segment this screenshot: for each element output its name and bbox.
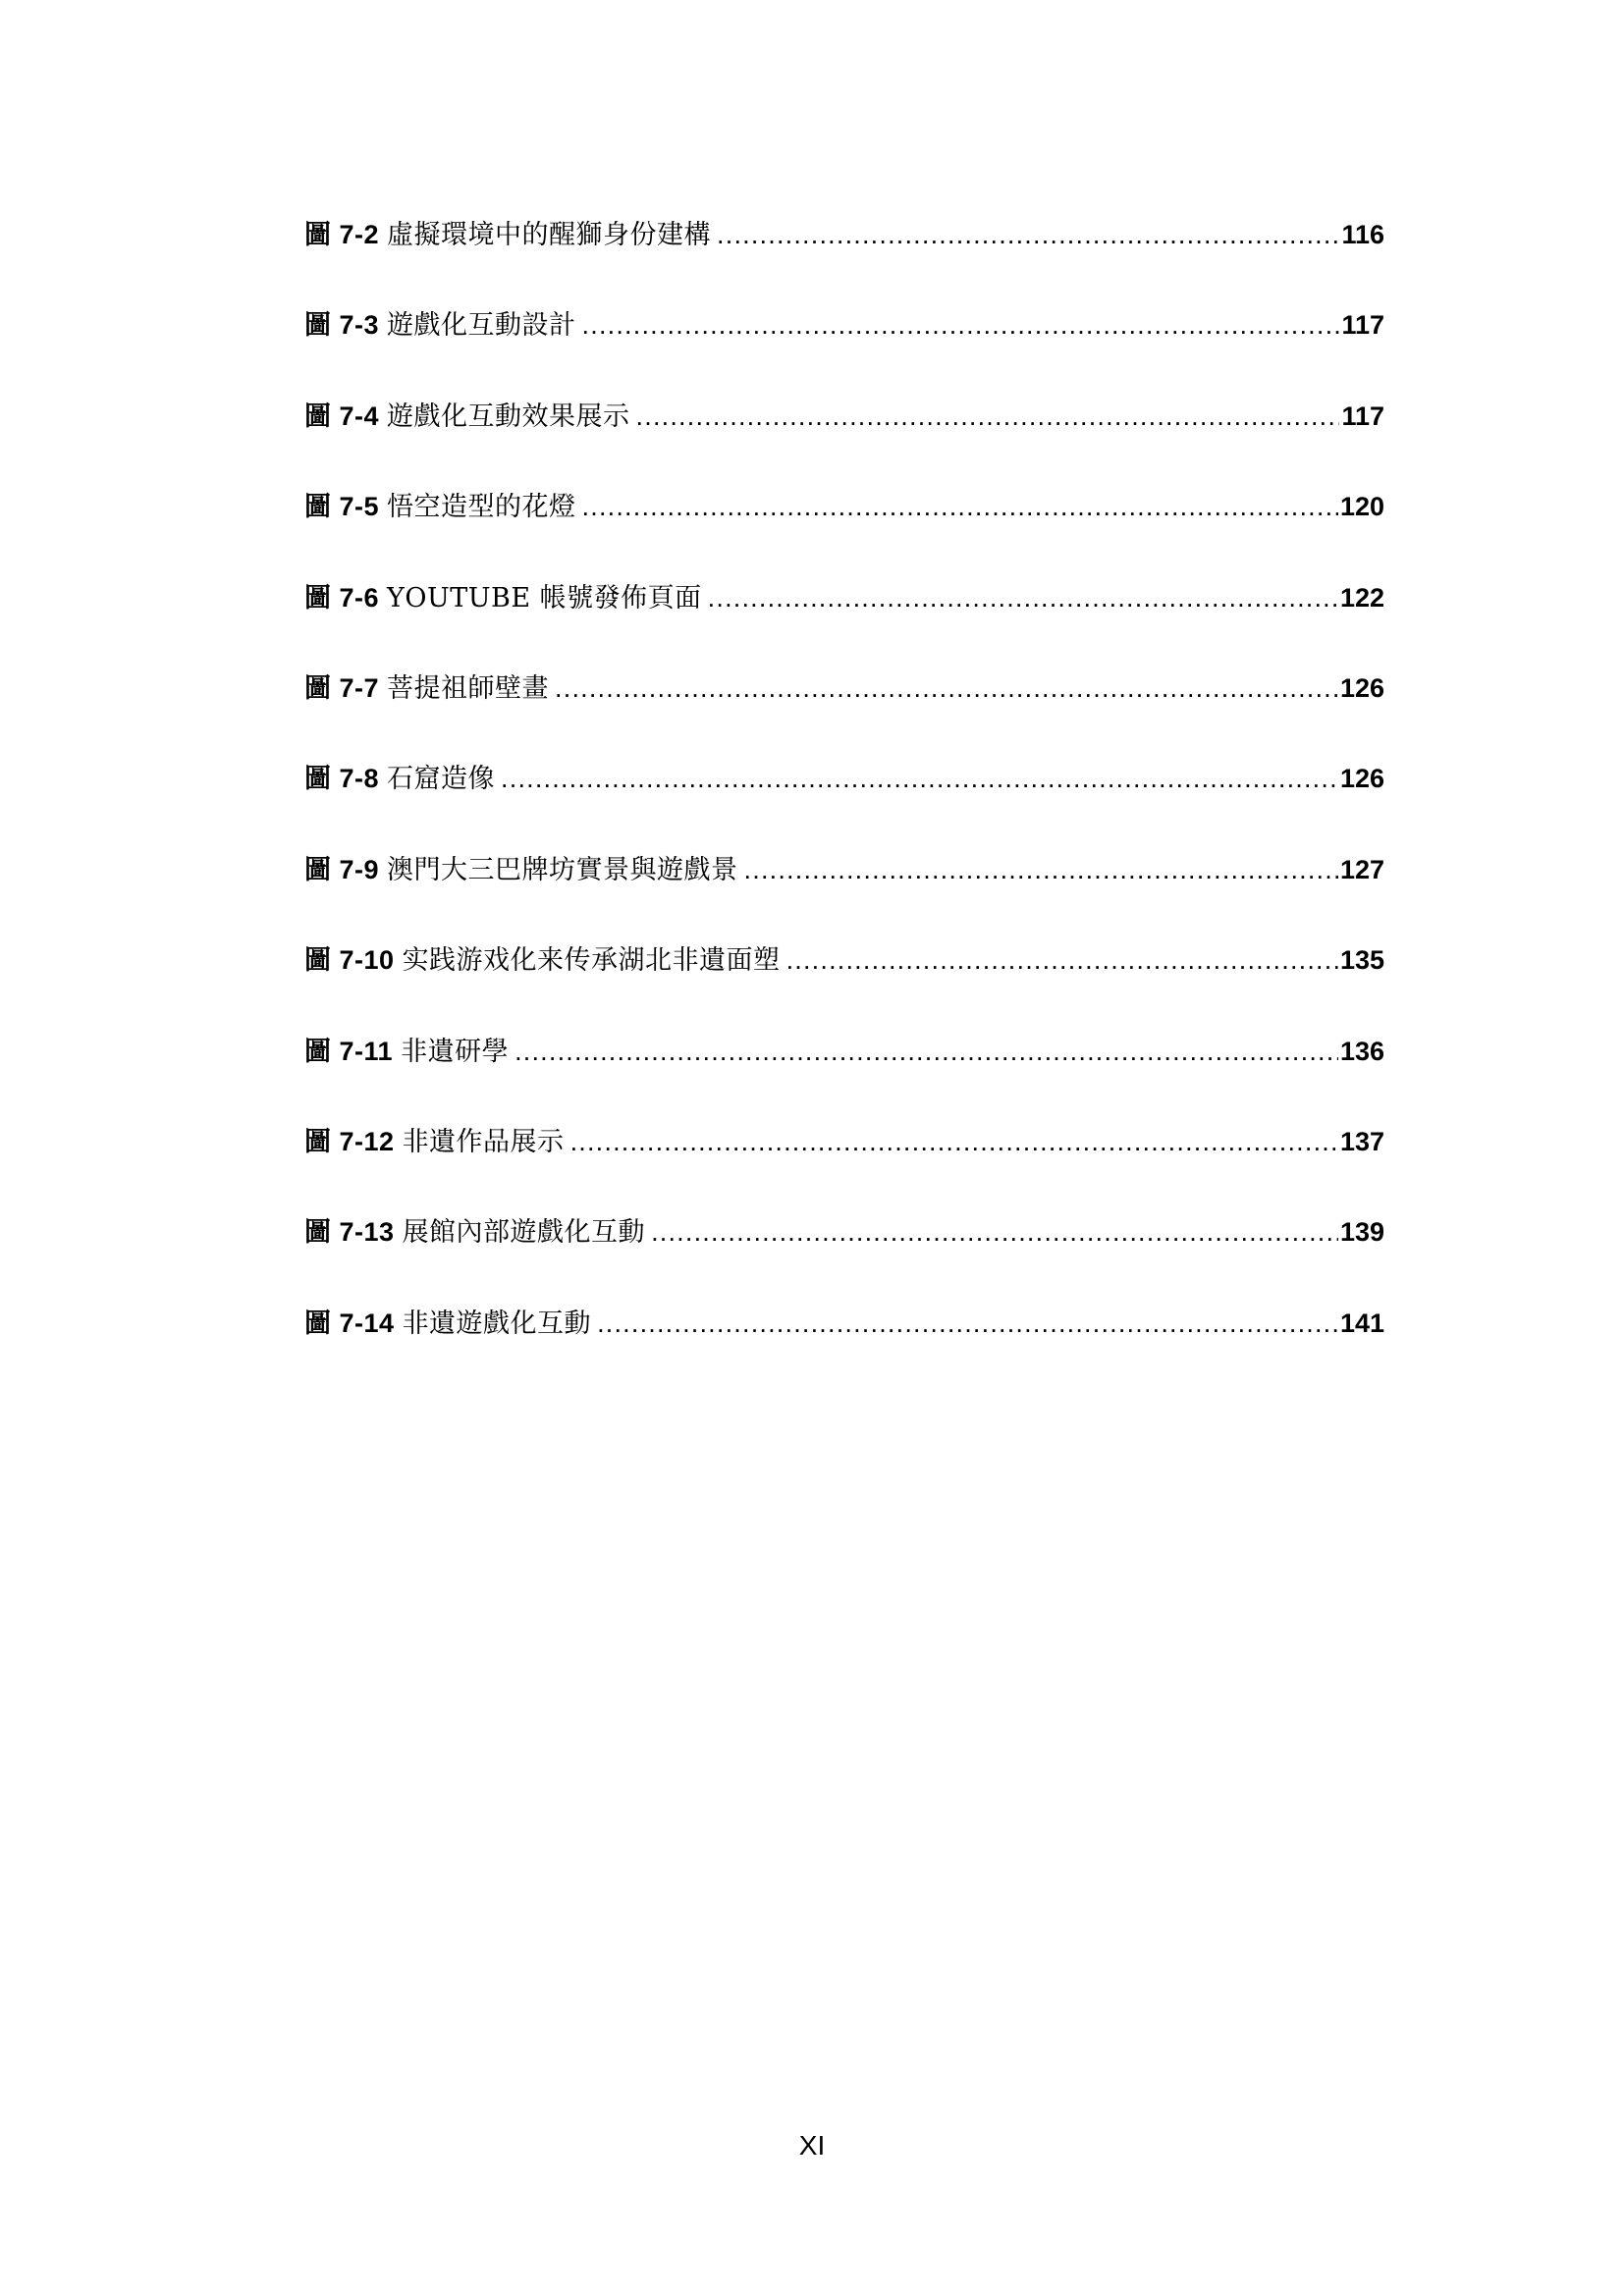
entry-label	[304, 847, 738, 893]
table-of-figures	[304, 212, 1384, 1391]
dot-leader	[651, 1209, 1338, 1255]
figure-number: 圖 7-14	[304, 1308, 395, 1338]
dot-leader	[501, 756, 1338, 801]
entry-label	[304, 1119, 565, 1165]
dot-leader	[570, 1119, 1338, 1164]
toc-entry[interactable]	[304, 575, 1384, 666]
page-ref: 136	[1339, 1036, 1384, 1066]
entry-label	[304, 1029, 509, 1075]
figure-number: 圖 7-6	[304, 582, 380, 613]
figure-title: 非遺作品展示	[402, 1126, 565, 1157]
figure-title: YOUTUBE 帳號發佈頁面	[387, 582, 702, 614]
toc-entry[interactable]	[304, 1029, 1384, 1119]
figure-title: 遊戲化互動設計	[387, 310, 576, 342]
figure-title: 虛擬環境中的醒獅身份建構	[387, 220, 712, 250]
entry-label	[304, 212, 711, 258]
toc-entry[interactable]	[304, 847, 1384, 937]
figure-number: 圖 7-5	[304, 492, 380, 522]
entry-label	[304, 575, 702, 621]
page-ref: 139	[1339, 1217, 1384, 1248]
toc-entry[interactable]	[304, 1119, 1384, 1209]
figure-title: 展館內部遊戲化互動	[402, 1217, 646, 1249]
dot-leader	[717, 212, 1339, 257]
figure-title: 非遺研學	[401, 1036, 510, 1067]
page-number: XI	[798, 2130, 826, 2161]
figure-title: 遊戲化互動效果展示	[387, 400, 630, 432]
entry-label	[304, 666, 549, 712]
dot-leader	[744, 847, 1338, 892]
page-ref: 141	[1339, 1308, 1384, 1338]
figure-number: 圖 7-8	[304, 764, 380, 794]
figure-title: 石窟造像	[387, 764, 496, 795]
page-ref: 127	[1339, 854, 1384, 884]
entry-label	[304, 302, 576, 348]
dot-leader	[708, 575, 1338, 620]
dot-leader	[514, 1029, 1338, 1074]
entry-label	[304, 394, 630, 440]
dot-leader	[555, 666, 1338, 711]
page-ref: 120	[1339, 492, 1384, 522]
dot-leader	[636, 394, 1340, 439]
figure-title: 悟空造型的花燈	[387, 492, 576, 523]
page-ref: 126	[1339, 764, 1384, 794]
figure-number: 圖 7-3	[304, 310, 380, 341]
toc-entry[interactable]	[304, 302, 1384, 393]
toc-entry[interactable]	[304, 212, 1384, 302]
entry-label	[304, 937, 781, 984]
figure-number: 圖 7-11	[304, 1036, 394, 1066]
toc-entry[interactable]	[304, 484, 1384, 574]
page-ref: 117	[1341, 400, 1384, 431]
page-ref: 126	[1339, 672, 1384, 703]
page-ref: 137	[1339, 1126, 1384, 1156]
dot-leader	[582, 302, 1340, 347]
toc-entry[interactable]	[304, 1301, 1384, 1391]
figure-number: 圖 7-9	[304, 854, 380, 884]
entry-label	[304, 484, 576, 530]
toc-entry[interactable]	[304, 1209, 1384, 1300]
entry-label	[304, 1209, 645, 1255]
figure-title: 非遺遊戲化互動	[402, 1308, 592, 1339]
dot-leader	[582, 484, 1338, 529]
page-ref: 135	[1339, 945, 1384, 976]
entry-label	[304, 756, 495, 802]
toc-entry[interactable]	[304, 394, 1384, 484]
figure-number: 圖 7-7	[304, 672, 380, 703]
page-ref: 122	[1339, 582, 1384, 613]
figure-number: 圖 7-10	[304, 945, 395, 976]
dot-leader	[786, 937, 1338, 983]
toc-entry[interactable]	[304, 666, 1384, 756]
toc-entry[interactable]	[304, 756, 1384, 846]
page-ref: 117	[1341, 310, 1384, 341]
dot-leader	[597, 1301, 1338, 1346]
figure-number: 圖 7-4	[304, 400, 380, 431]
figure-title: 实践游戏化来传承湖北非遺面塑	[402, 945, 781, 977]
figure-number: 圖 7-2	[304, 220, 380, 249]
toc-entry[interactable]	[304, 937, 1384, 1028]
figure-number: 圖 7-13	[304, 1217, 395, 1248]
figure-number: 圖 7-12	[304, 1126, 395, 1156]
entry-label	[304, 1301, 591, 1347]
figure-title: 菩提祖師壁畫	[387, 672, 550, 704]
page-ref: 116	[1341, 220, 1384, 249]
figure-title: 澳門大三巴牌坊實景與遊戲景	[387, 854, 738, 885]
